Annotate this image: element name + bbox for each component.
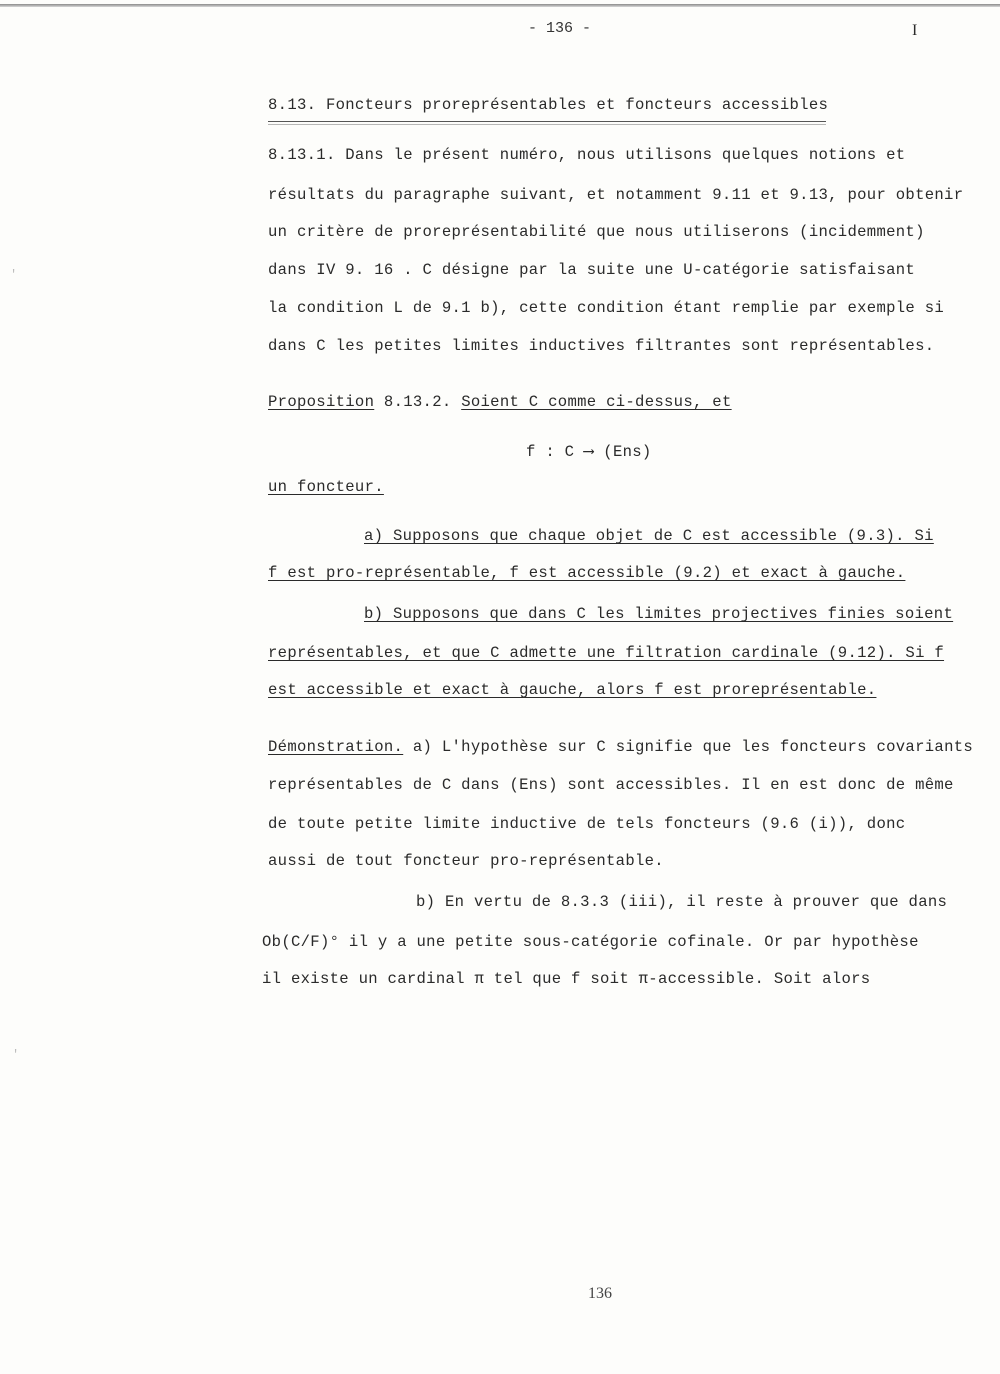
demonstration-line-1 [268, 738, 973, 756]
para-line: dans IV 9. 16 . C désigne par la suite une U-catégorie satisfaisant [268, 261, 916, 279]
demonstration-b-line: Ob(C/F)° il y a une petite sous-catégorie cofinale. Or par hypothèse [262, 933, 919, 951]
scan-speck: ' [10, 268, 18, 282]
heading-underline-2 [268, 124, 826, 125]
proposition-header [268, 393, 732, 411]
demonstration-a-text: a) L'hypothèse sur C signifie que les foncteurs covariants [412, 738, 974, 756]
demonstration-label: Démonstration. [268, 738, 404, 756]
demonstration-a-line: de toute petite limite inductive de tels foncteurs (9.6 (i)), donc [268, 815, 906, 833]
footer-page-number: 136 [588, 1285, 612, 1302]
demonstration-b-line: il existe un cardinal π tel que f soit π-accessible. Soit alors [262, 970, 871, 988]
proposition-tail: un foncteur. [268, 478, 384, 496]
demonstration-a-line: représentables de C dans (Ens) sont accessibles. Il en est donc de même [268, 776, 954, 794]
para-line: un critère de proreprésentabilité que nous utiliserons (incidemment) [268, 223, 925, 241]
proposition-formula: f : C ⟶ (Ens) [526, 443, 652, 461]
proposition-label: Proposition [268, 393, 375, 411]
proposition-a-line: f est pro-représentable, f est accessible (9.2) et exact à gauche. [268, 564, 906, 582]
proposition-b-line: est accessible et exact à gauche, alors f est proreprésentable. [268, 681, 877, 699]
proposition-b-line: b) Supposons que dans C les limites projectives finies soient [364, 605, 954, 623]
section-heading: 8.13. Foncteurs proreprésentables et foncteurs accessibles [268, 96, 829, 114]
para-line: dans C les petites limites inductives filtrantes sont représentables. [268, 337, 935, 355]
proposition-b-line: représentables, et que C admette une filtration cardinale (9.12). Si f [268, 644, 945, 662]
proposition-intro: Soient C comme ci-dessus, et [461, 393, 732, 411]
scan-edge-rule [0, 4, 1000, 7]
heading-underline [268, 121, 826, 122]
demonstration-b-line: b) En vertu de 8.3.3 (iii), il reste à prouver que dans [416, 893, 948, 911]
chapter-number: I [912, 22, 918, 39]
demonstration-a-line: aussi de tout foncteur pro-représentable. [268, 852, 664, 870]
page-mark: - 136 - [528, 20, 592, 37]
proposition-a-line: a) Supposons que chaque objet de C est accessible (9.3). Si [364, 527, 934, 545]
para-line: 8.13.1. Dans le présent numéro, nous utilisons quelques notions et [268, 146, 906, 164]
para-line: la condition L de 9.1 b), cette condition étant remplie par exemple si [268, 299, 945, 317]
proposition-number: 8.13.2. [383, 393, 452, 411]
para-line: résultats du paragraphe suivant, et notamment 9.11 et 9.13, pour obtenir [268, 186, 964, 204]
scan-speck: ' [12, 1048, 20, 1062]
